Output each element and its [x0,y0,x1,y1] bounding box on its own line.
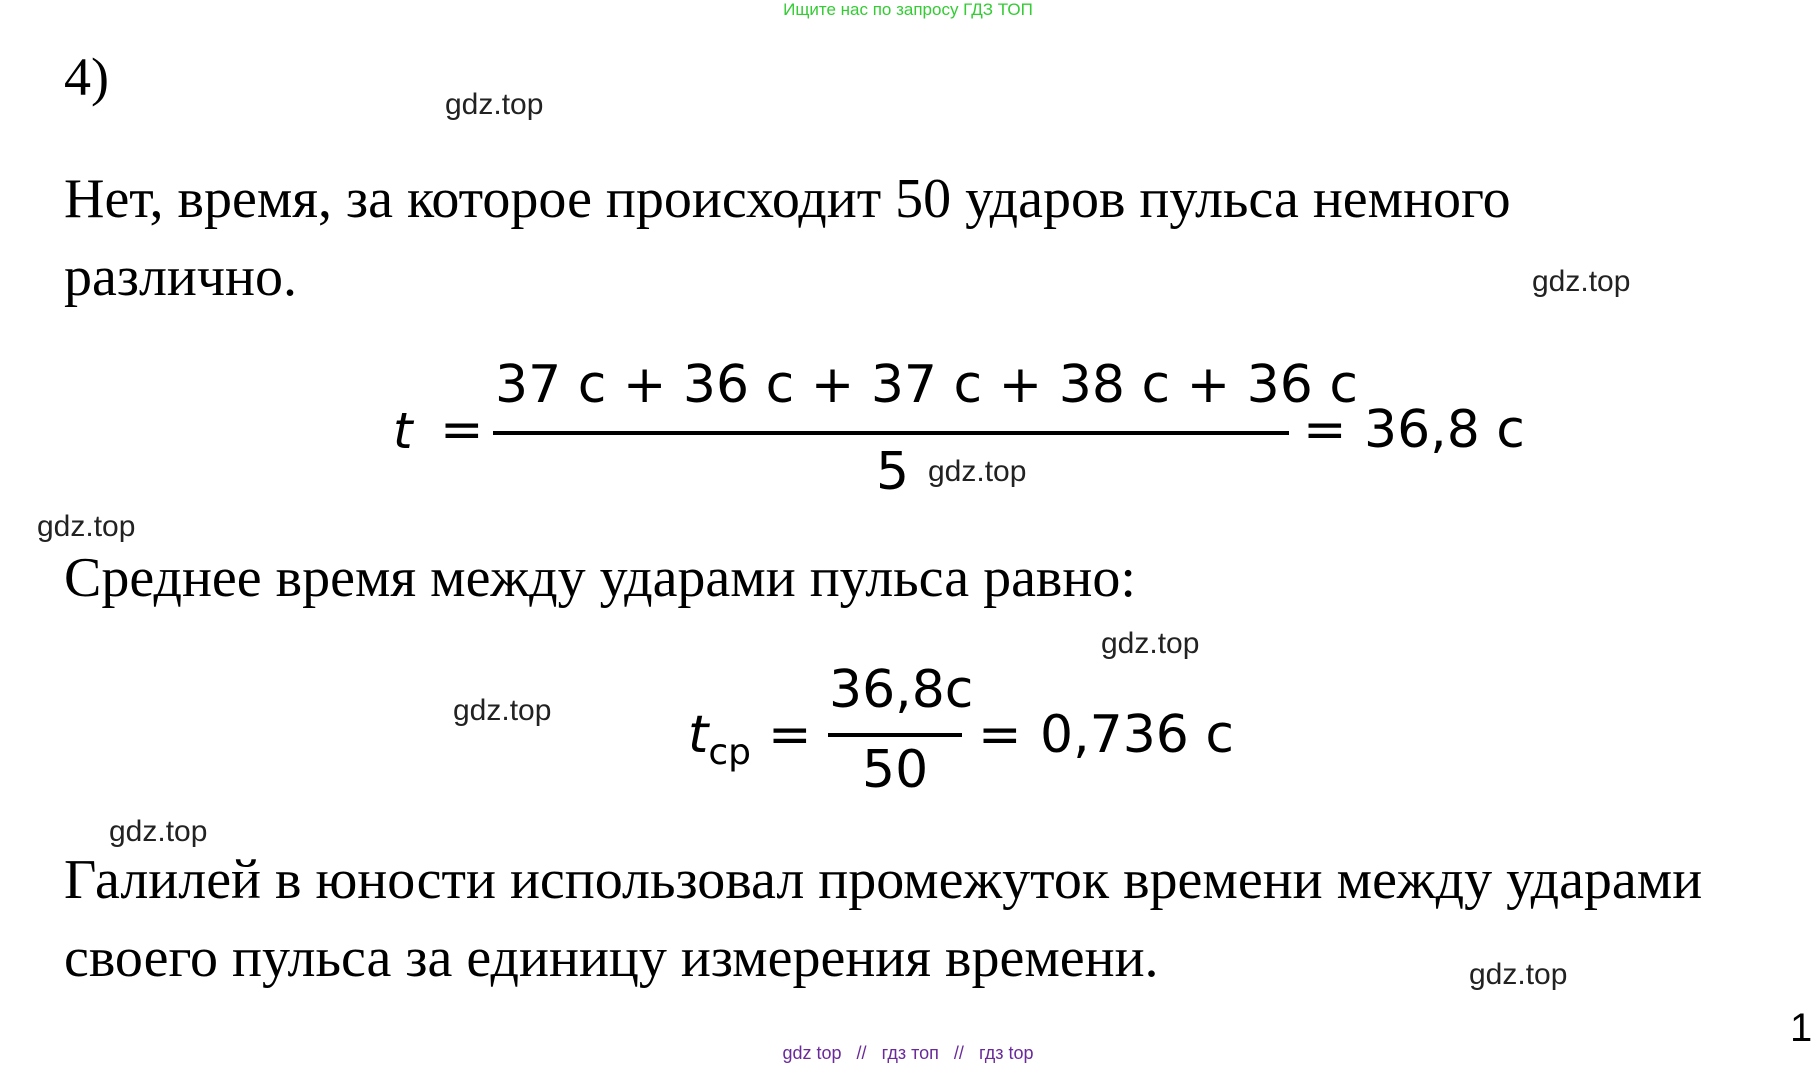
formula-2-result: 0,736 с [1040,705,1234,765]
watermark: gdz.top [445,88,544,121]
formula-2-equals: = [768,705,812,765]
formula-2-lhs-symbol: t [688,705,709,765]
formula-2-denominator: 50 [862,740,929,800]
formula-2-numerator: 36,8с [829,660,974,720]
page-number: 1 [1790,1006,1813,1050]
watermark: gdz.top [37,510,136,543]
watermark: gdz.top [1469,958,1568,991]
paragraph-1-line-1: Нет, время, за которое происходит 50 ударов пульса немного [64,168,1511,230]
formula-1-lhs: t [393,402,413,460]
formula-1-fraction-bar [493,431,1289,435]
watermark: gdz.top [928,455,1027,488]
formula-1-denominator: 5 [876,442,910,502]
formula-2-lhs [688,705,752,773]
formula-1-numerator: 37 с + 36 с + 37 с + 38 с + 36 с [495,355,1358,415]
formula-2-equals-2: = [978,705,1022,765]
footer-separator: // [953,1043,964,1063]
watermark: gdz.top [1532,265,1631,298]
formula-1-equals-2: = [1303,400,1347,460]
formula-2-fraction-bar [828,733,962,737]
footer-link[interactable]: gdz top [782,1043,842,1063]
formula-1-equals: = [440,400,484,460]
footer-links [0,1043,1816,1064]
paragraph-2: Среднее время между ударами пульса равно: [64,547,1136,609]
formula-1-result: 36,8 с [1364,400,1525,460]
paragraph-3-line-1: Галилей в юности использовал промежуток времени между ударами [64,849,1703,911]
watermark: gdz.top [453,694,552,727]
top-banner: Ищите нас по запросу ГДЗ ТОП [783,0,1033,19]
footer-separator: // [856,1043,867,1063]
footer-link[interactable]: гдз топ [881,1043,939,1063]
formula-2-lhs-subscript: ср [708,732,752,773]
paragraph-1-line-2: различно. [64,246,298,308]
watermark: gdz.top [109,815,208,848]
item-number: 4) [64,47,109,107]
footer-link[interactable]: гдз top [978,1043,1034,1063]
watermark: gdz.top [1101,627,1200,660]
paragraph-3-line-2: своего пульса за единицу измерения времени. [64,927,1159,989]
